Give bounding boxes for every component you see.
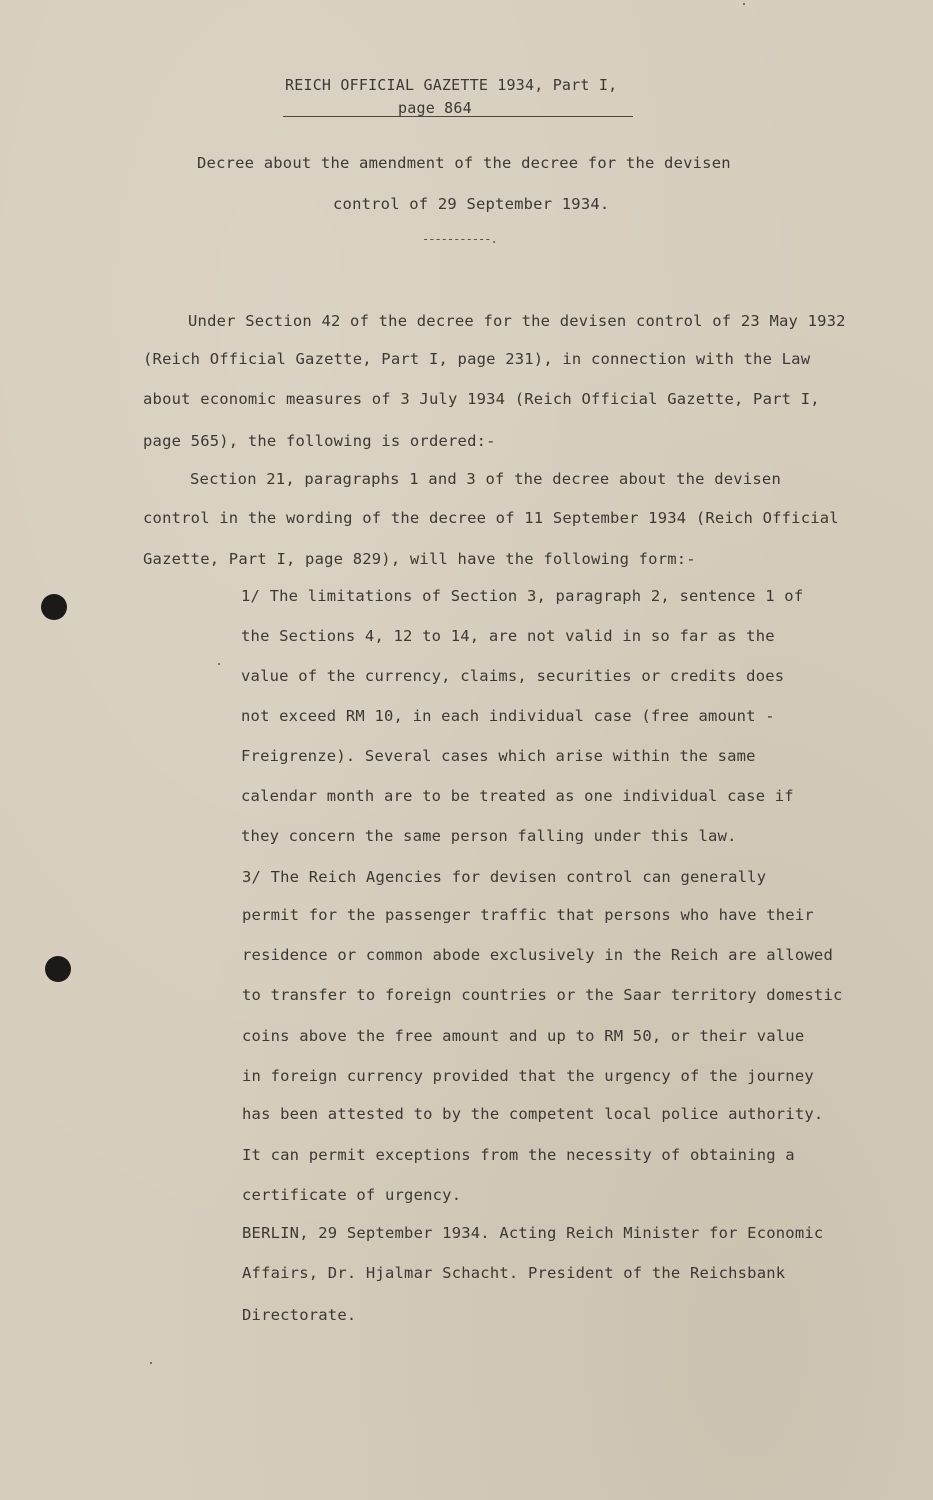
body-line: coins above the free amount and up to RM 50, or their value xyxy=(242,1027,805,1045)
punch-hole xyxy=(41,594,67,620)
body-line: page 565), the following is ordered:- xyxy=(143,432,496,450)
body-line: (Reich Official Gazette, Part I, page 231), in connection with the Law xyxy=(143,350,811,368)
body-line: 1/ The limitations of Section 3, paragraph 2, sentence 1 of xyxy=(241,587,804,605)
body-line: certificate of urgency. xyxy=(242,1186,462,1204)
body-line: the Sections 4, 12 to 14, are not valid in so far as the xyxy=(241,627,775,645)
body-line: in foreign currency provided that the urgency of the journey xyxy=(242,1067,814,1085)
decree-title-line-2: control of 29 September 1934. xyxy=(333,195,610,213)
body-line: control in the wording of the decree of 11 September 1934 (Reich Official xyxy=(143,509,839,527)
body-line: Gazette, Part I, page 829), will have the following form:- xyxy=(143,550,696,568)
body-line: Freigrenze). Several cases which arise within the same xyxy=(241,747,756,765)
signature-line: BERLIN, 29 September 1934. Acting Reich Minister for Economic xyxy=(242,1224,824,1242)
body-line: It can permit exceptions from the necessity of obtaining a xyxy=(242,1146,795,1164)
body-line: about economic measures of 3 July 1934 (Reich Official Gazette, Part I, xyxy=(143,390,820,408)
body-line: has been attested to by the competent local police authority. xyxy=(242,1105,824,1123)
paper-speck xyxy=(743,3,745,5)
body-line: they concern the same person falling under this law. xyxy=(241,827,737,845)
signature-line: Directorate. xyxy=(242,1306,357,1324)
body-line: to transfer to foreign countries or the Saar territory domestic xyxy=(242,986,843,1004)
body-line: not exceed RM 10, in each individual case (free amount - xyxy=(241,707,775,725)
body-line: residence or common abode exclusively in the Reich are allowed xyxy=(242,946,833,964)
body-line: permit for the passenger traffic that persons who have their xyxy=(242,906,814,924)
body-line: 3/ The Reich Agencies for devisen control can generally xyxy=(242,868,767,886)
punch-hole xyxy=(45,956,71,982)
gazette-header: REICH OFFICIAL GAZETTE 1934, Part I, xyxy=(285,76,618,94)
body-line: calendar month are to be treated as one individual case if xyxy=(241,787,794,805)
header-underline xyxy=(283,116,633,117)
body-line: Under Section 42 of the decree for the devisen control of 23 May 1932 xyxy=(188,312,846,330)
paper-speck xyxy=(218,663,220,665)
decree-title-line-1: Decree about the amendment of the decree for the devisen xyxy=(197,154,731,172)
body-line: Section 21, paragraphs 1 and 3 of the decree about the devisen xyxy=(190,470,781,488)
signature-line: Affairs, Dr. Hjalmar Schacht. President of the Reichsbank xyxy=(242,1264,786,1282)
body-line: value of the currency, claims, securities or credits does xyxy=(241,667,785,685)
gazette-page-ref: page 864 xyxy=(398,99,472,117)
title-separator: -----------. xyxy=(422,232,497,246)
paper-speck xyxy=(150,1362,152,1364)
